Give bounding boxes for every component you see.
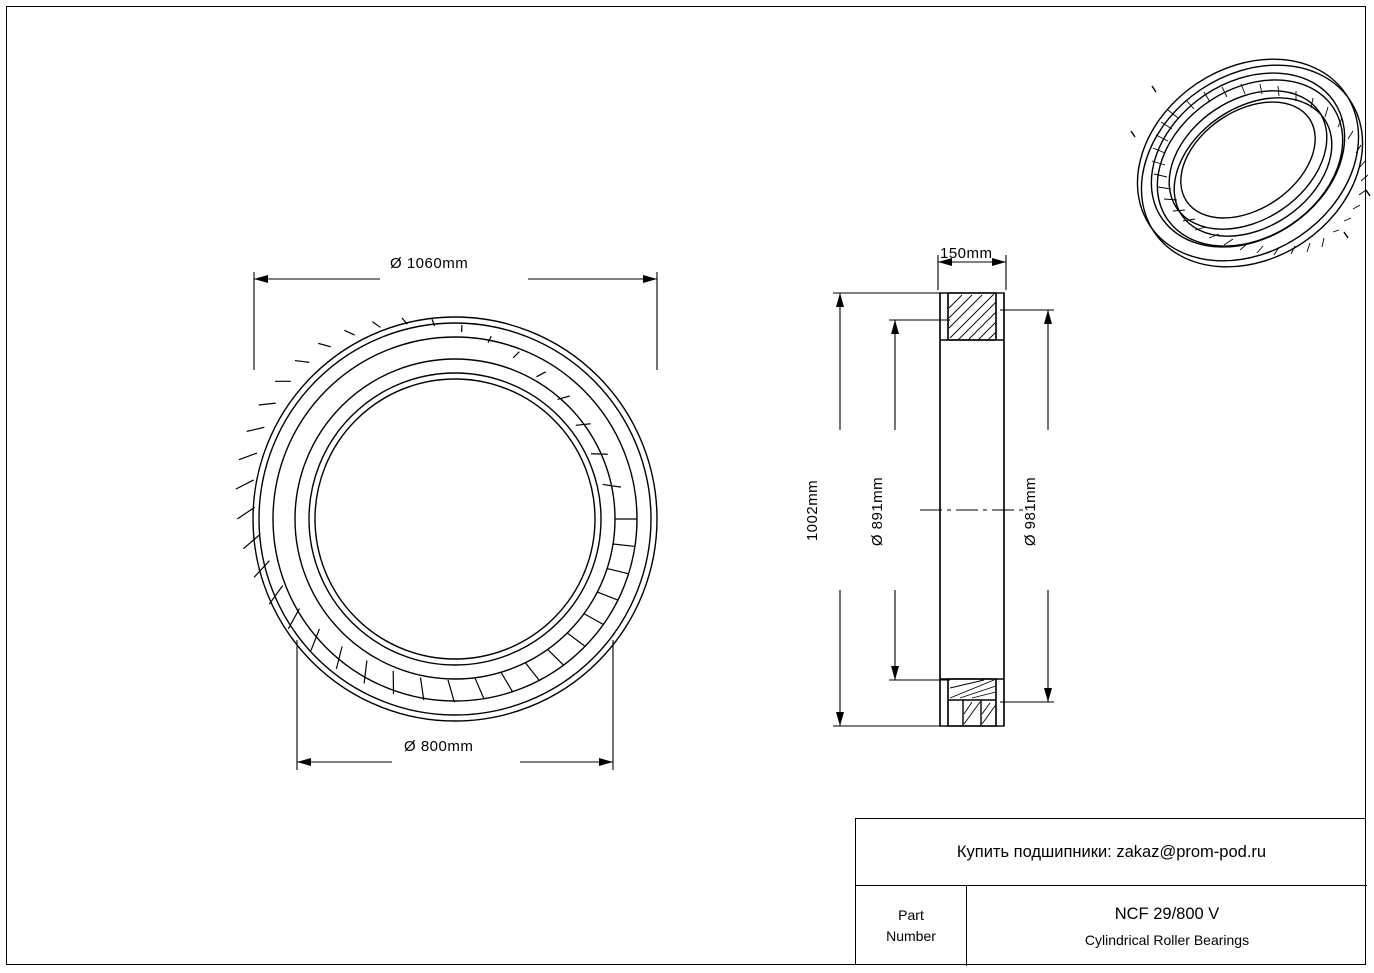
side-inner-race-diameter-label: Ø 891mm [869,476,887,547]
purchase-email-text: Купить подшипники: zakaz@prom-pod.ru [956,842,1267,861]
part-label-line-2: Number [886,928,936,944]
side-view-section [920,293,1024,726]
part-type-value: Cylindrical Roller Bearings [1084,931,1250,948]
side-overall-diameter-label: 1002mm [804,479,822,542]
part-number-label [856,886,967,966]
title-block-part-row [856,886,1367,966]
part-number-value: NCF 29/800 V [1114,904,1220,923]
front-inner-diameter-label: Ø 800mm [404,738,474,755]
title-block-email-row [856,819,1367,886]
part-info-cell [967,886,1367,966]
isometric-bearing-view [1099,18,1374,309]
part-label-line-1: Part [898,907,924,923]
title-block [855,818,1366,965]
side-view-dimension-lines [833,255,1054,726]
side-width-label: 150mm [940,245,993,262]
front-outer-diameter-label: Ø 1060mm [390,255,469,272]
front-view-bearing [253,317,657,721]
side-outer-race-diameter-label: Ø 981mm [1022,476,1040,547]
